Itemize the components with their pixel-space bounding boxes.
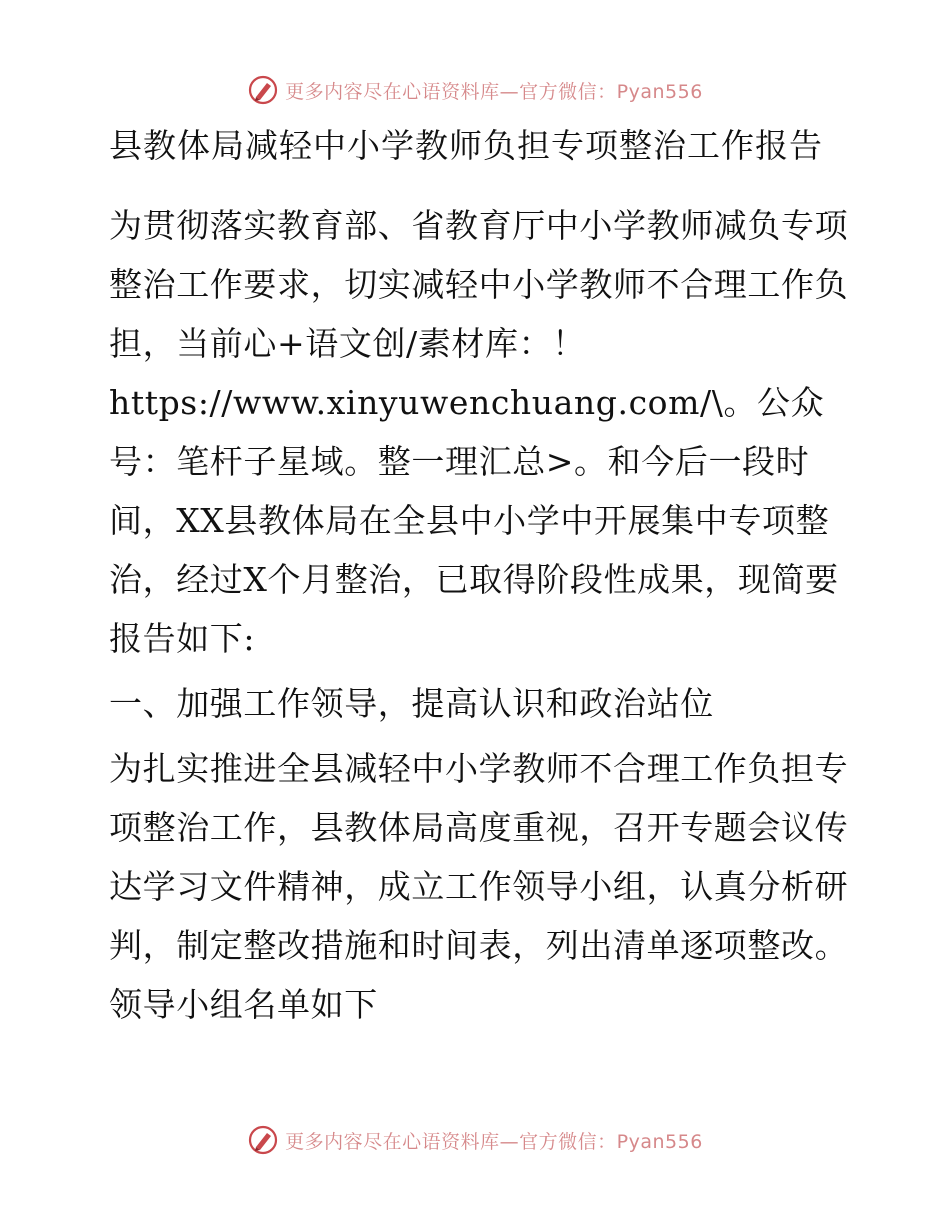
pen-nib-logo-icon bbox=[247, 74, 279, 106]
paragraph-group-list: 领导小组名单如下 bbox=[109, 985, 378, 1024]
document-body bbox=[97, 120, 857, 1034]
section-heading-1: 一、加强工作领导，提高认识和政治站位 bbox=[109, 684, 714, 723]
watermark-text: 更多内容尽在心语资料库—官方微信：Pyan556 bbox=[285, 80, 703, 103]
document-title: 县教体局减轻中小学教师负担专项整治工作报告 bbox=[109, 126, 823, 165]
paragraph-leadership: 为扎实推进全县减轻中小学教师不合理工作负担专项整治工作，县教体局高度重视，召开专题会议传达学习文件精神，成立工作领导小组，认真分析研判，制定整改措施和时间表，列出清单逐项整改。 bbox=[109, 749, 849, 965]
watermark-banner-top bbox=[0, 70, 950, 110]
paragraph-intro: 为贯彻落实教育部、省教育厅中小学教师减负专项整治工作要求，切实减轻中小学教师不合理工作负担，当前心+语文创/素材库：！https://www.xinyuwenchuang.com/\。公众号：笔杆子星域。整一理汇总>。和今后一段时间，XX县教体局在全县中小学中开展集中专项整治，经过X个月整治，已取得阶段性成果，现简要报告如下: bbox=[109, 206, 849, 658]
watermark-text: 更多内容尽在心语资料库—官方微信：Pyan556 bbox=[285, 1130, 703, 1153]
pen-nib-logo-icon bbox=[247, 1124, 279, 1156]
watermark-banner-bottom bbox=[0, 1120, 950, 1160]
